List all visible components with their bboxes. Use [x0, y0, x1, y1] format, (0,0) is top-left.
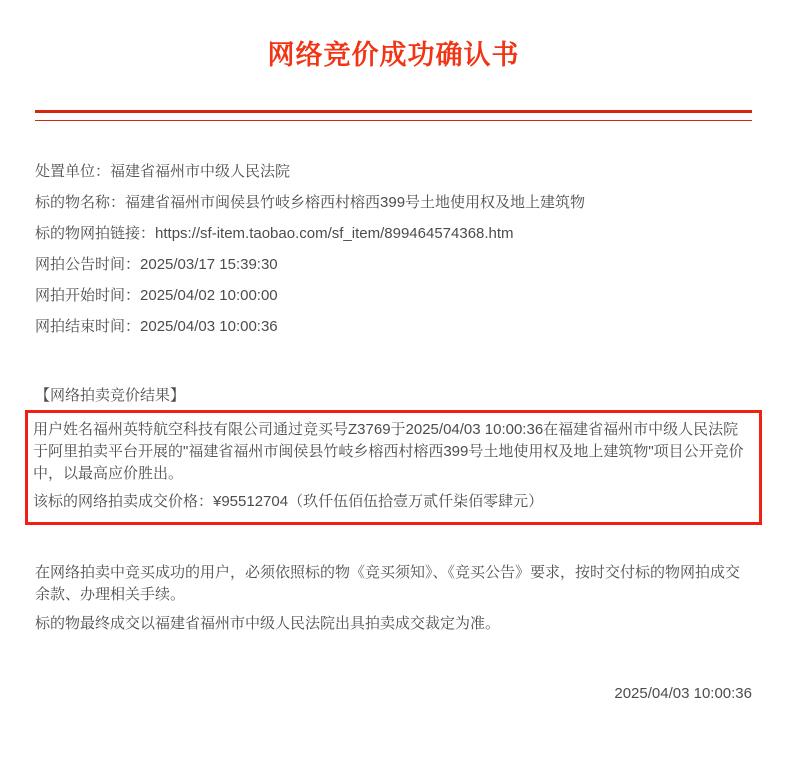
meta-row-announce-time [35, 254, 752, 276]
meta-label: 网拍结束时间： [35, 318, 141, 335]
notice-final-ruling: 标的物最终成交以福建省福州市中级人民法院出具拍卖成交裁定为准。 [35, 615, 501, 632]
result-box [25, 410, 762, 525]
header-divider [35, 110, 752, 121]
confirmation-page [0, 41, 787, 705]
meta-value: 福建省福州市中级人民法院 [110, 163, 291, 180]
generated-timestamp: 2025/04/03 10:00:36 [614, 685, 752, 702]
meta-row-auction-link [35, 223, 752, 245]
meta-row-start-time [35, 285, 752, 307]
meta-row-end-time [35, 316, 752, 338]
divider-thick-line [35, 110, 752, 113]
meta-label: 标的物网拍链接： [35, 225, 156, 242]
meta-value: 2025/04/03 10:00:36 [140, 318, 278, 335]
divider-thin-line [35, 120, 752, 121]
meta-label: 网拍公告时间： [35, 256, 141, 273]
result-statement: 用户姓名福州英特航空科技有限公司通过竞买号Z3769于2025/04/03 10:00:36在福建省福州市中级人民法院于阿里拍卖平台开展的"福建省福州市闽侯县竹岐乡榕西村榕西399号土地使用权及地上建筑物"项目公开竞价中，以最高应价胜出。 [33, 421, 744, 482]
auction-meta [35, 161, 752, 338]
meta-label: 网拍开始时间： [35, 287, 141, 304]
meta-value: 2025/03/17 15:39:30 [140, 256, 278, 273]
meta-value: 福建省福州市闽侯县竹岐乡榕西村榕西399号土地使用权及地上建筑物 [125, 194, 586, 211]
notice-payment-obligation: 在网络拍卖中竞买成功的用户，必须依照标的物《竞买须知》、《竞买公告》要求，按时交付标的物网拍成交余款、办理相关手续。 [35, 564, 741, 603]
page-title: 网络竞价成功确认书 [267, 40, 520, 70]
result-price: 该标的网络拍卖成交价格：¥95512704（玖仟伍佰伍拾壹万贰仟柒佰零肆元） [33, 493, 544, 510]
auction-url-text: https://sf-item.taobao.com/sf_item/899464574368.htm [155, 225, 514, 242]
meta-label: 处置单位： [35, 163, 111, 180]
result-section-title: 【网络拍卖竞价结果】 [35, 387, 186, 404]
meta-row-disposal-unit [35, 161, 752, 183]
meta-row-subject-name [35, 192, 752, 214]
meta-value: 2025/04/02 10:00:00 [140, 287, 278, 304]
meta-label: 标的物名称： [35, 194, 126, 211]
